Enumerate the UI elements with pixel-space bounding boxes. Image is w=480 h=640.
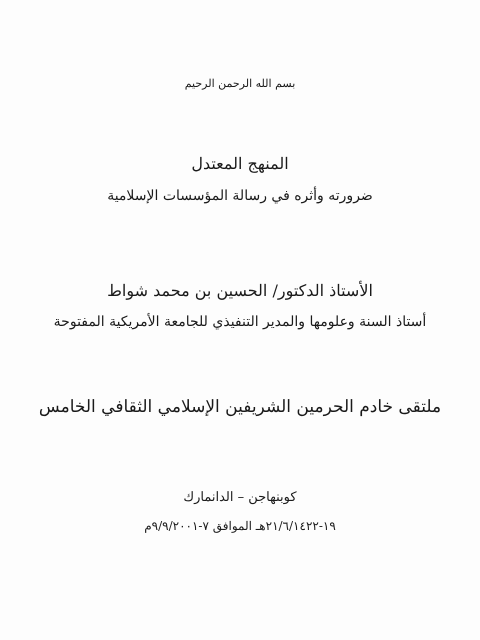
- document-title: المنهج المعتدل: [191, 154, 289, 173]
- author-name: الأستاذ الدكتور/ الحسين بن محمد شواط: [107, 281, 373, 300]
- event-location: كوبنهاجن – الدانمارك: [183, 490, 297, 505]
- basmala-text: بسم الله الرحمن الرحيم: [184, 77, 296, 90]
- document-subtitle: ضرورته وأثره في رسالة المؤسسات الإسلامية: [107, 188, 373, 204]
- author-position: أستاذ السنة وعلومها والمدير التنفيذي للجامعة الأمريكية المفتوحة: [53, 314, 427, 330]
- forum-name: ملتقى خادم الحرمين الشريفين الإسلامي الثقافي الخامس: [38, 397, 442, 417]
- event-dates: ١٩-٢١/٦/١٤٢٢هـ الموافق ٧-٩/٩/٢٠٠١م: [144, 519, 336, 533]
